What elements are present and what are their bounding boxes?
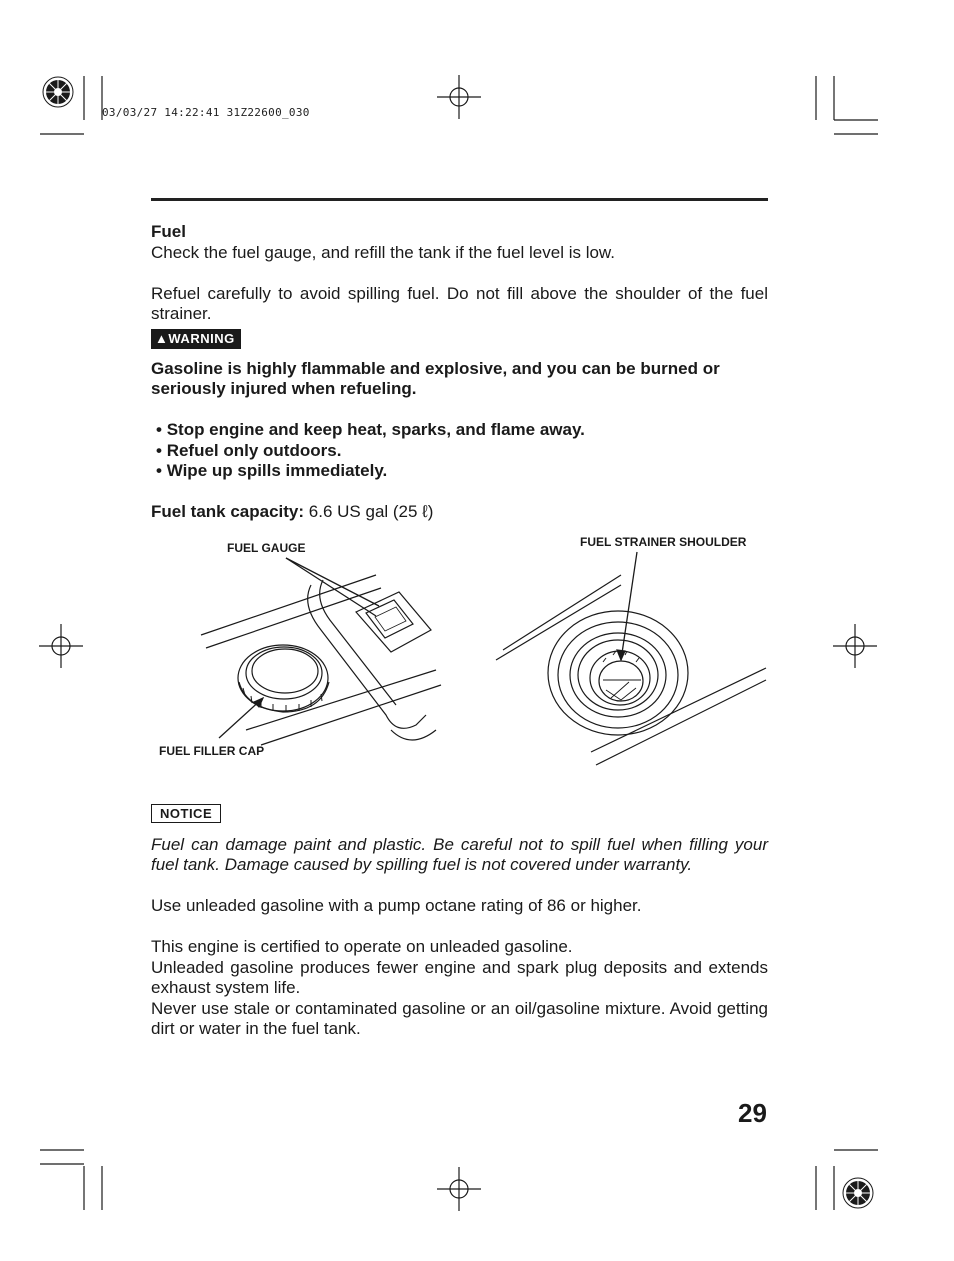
notice-section [151, 803, 768, 1040]
label-fuel-filler-cap: FUEL FILLER CAP [159, 744, 265, 758]
warning-bullets [151, 420, 768, 482]
fuel-capacity [151, 502, 768, 523]
page-number: 29 [738, 1098, 767, 1128]
warning-badge [151, 329, 241, 349]
header-rule [151, 198, 768, 201]
list-item: • Wipe up spills immediately. [156, 461, 768, 482]
warning-badge-label: WARNING [168, 330, 235, 346]
paragraph-unleaded: Unleaded gasoline produces fewer engine and spark plug deposits and extends exhaust system life. [151, 957, 768, 997]
fuel-tank-illustration [151, 530, 768, 770]
fuel-capacity-value: 6.6 US gal (25 ℓ) [308, 502, 434, 521]
warning-text: Gasoline is highly flammable and explosive, and you can be burned or seriously injured when refueling. [151, 358, 720, 398]
paragraph-certified: This engine is certified to operate on unleaded gasoline. [151, 937, 573, 956]
notice-text: Fuel can damage paint and plastic. Be careful not to spill fuel when filling your fuel tank. Damage caused by spilling fuel is not covered under warranty. [151, 834, 768, 874]
paragraph-never-use: Never use stale or contaminated gasoline or an oil/gasoline mixture. Avoid getting dirt or water in the fuel tank. [151, 998, 768, 1038]
label-fuel-gauge: FUEL GAUGE [227, 541, 306, 555]
paragraph-octane: Use unleaded gasoline with a pump octane rating of 86 or higher. [151, 896, 642, 915]
label-fuel-strainer-shoulder: FUEL STRAINER SHOULDER [580, 535, 747, 549]
list-item: • Refuel only outdoors. [156, 441, 768, 462]
notice-badge: NOTICE [151, 804, 221, 823]
paragraph-refuel: Refuel carefully to avoid spilling fuel. Do not fill above the shoulder of the fuel strainer. [151, 283, 768, 323]
main-content [151, 222, 768, 523]
list-item: • Stop engine and keep heat, sparks, and flame away. [156, 420, 768, 441]
warning-triangle-icon: ▲ [155, 330, 169, 346]
tank-drawing [151, 530, 768, 770]
fuel-capacity-label: Fuel tank capacity: [151, 502, 305, 521]
paragraph-check-gauge: Check the fuel gauge, and refill the tank if the fuel level is low. [151, 242, 615, 262]
print-code: 03/03/27 14:22:41 31Z22600_030 [102, 106, 310, 119]
section-heading: Fuel [151, 222, 186, 241]
